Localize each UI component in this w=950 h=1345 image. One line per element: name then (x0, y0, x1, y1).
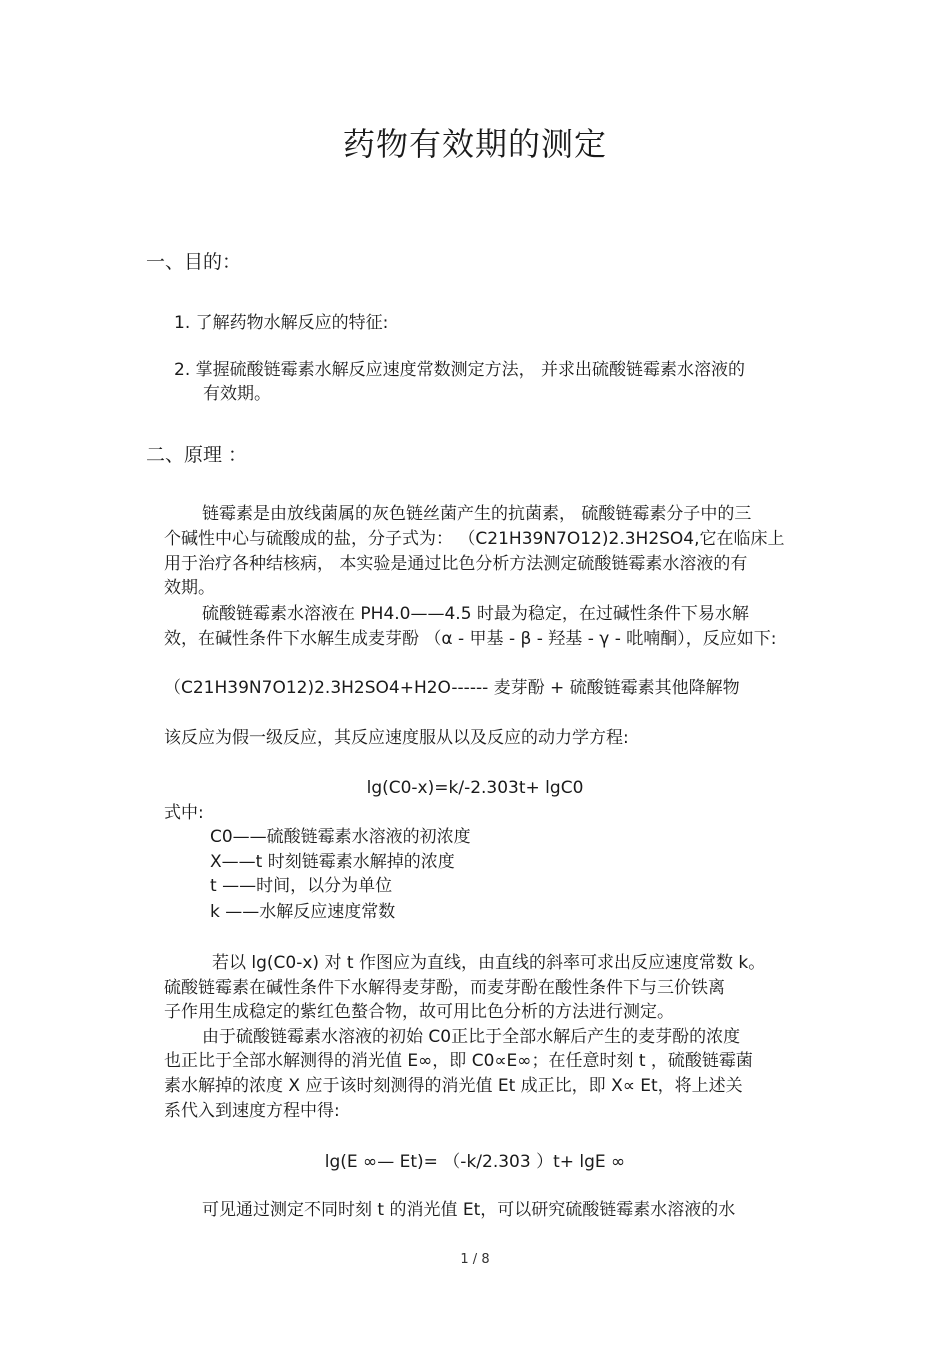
purpose-item-2-cont: 有效期。 (203, 384, 271, 404)
purpose-item-2: 2. 掌握硫酸链霉素水解反应速度常数测定方法， 并求出硫酸链霉素水溶液的 (174, 360, 746, 380)
paragraph-line: 可见通过测定不同时刻 t 的消光值 Et，可以研究硫酸链霉素水溶液的水 (202, 1200, 736, 1220)
rate-equation: lg(E ∞— Et)= （-k/2.303 ）t+ lgE ∞ (324, 1152, 626, 1172)
definition-item: t ——时间，以分为单位 (210, 876, 393, 896)
page-number: 1 / 8 (460, 1252, 490, 1267)
paragraph-line: 也正比于全部水解测得的消光值 E∞，即 C0∝E∞；在任意时刻 t ，硫酸链霉菌 (164, 1051, 753, 1071)
paragraph-line: 系代入到速度方程中得: (164, 1101, 340, 1121)
definition-item: k ——水解反应速度常数 (210, 902, 396, 922)
kinetic-equation: lg(C0-x)=k/-2.303t+ lgC0 (366, 778, 584, 798)
definition-item: X——t 时刻链霉素水解掉的浓度 (210, 852, 455, 872)
section-heading-principle: 二、原理 ： (146, 444, 248, 466)
paragraph-line: 素水解掉的浓度 X 应于该时刻测得的消光值 Et 成正比，即 X∝ Et，将上述关 (164, 1076, 743, 1096)
paragraph-line: 该反应为假一级反应，其反应速度服从以及反应的动力学方程: (164, 728, 629, 748)
definition-label: 式中: (164, 803, 204, 823)
paragraph-line: 硫酸链霉素水溶液在 PH4.0——4.5 时最为稳定，在过碱性条件下易水解 (202, 604, 749, 624)
reaction-equation: （C21H39N7O12)2.3H2SO4+H2O------ 麦芽酚 + 硫酸链霉素其他降解物 (164, 678, 740, 698)
paragraph-line: 效，在碱性条件下水解生成麦芽酚 （α - 甲基 - β - 羟基 - γ - 吡喃酮），反应如下: (164, 629, 777, 649)
paragraph-line: 链霉素是由放线菌属的灰色链丝菌产生的抗菌素， 硫酸链霉素分子中的三 (202, 504, 752, 524)
paragraph-line: 效期。 (164, 578, 215, 598)
paragraph-line: 由于硫酸链霉素水溶液的初始 C0正比于全部水解后产生的麦芽酚的浓度 (202, 1027, 741, 1047)
section-heading-purpose: 一、目的： (146, 251, 242, 273)
document-title: 药物有效期的测定 (342, 125, 607, 163)
paragraph-line: 用于治疗各种结核病， 本实验是通过比色分析方法测定硫酸链霉素水溶液的有 (164, 554, 748, 574)
paragraph-line: 若以 lg(C0-x) 对 t 作图应为直线，由直线的斜率可求出反应速度常数 k。 (212, 953, 766, 973)
paragraph-line: 子作用生成稳定的紫红色螯合物，故可用比色分析的方法进行测定。 (164, 1002, 674, 1022)
paragraph-line: 硫酸链霉素在碱性条件下水解得麦芽酚，而麦芽酚在酸性条件下与三价铁离 (164, 978, 725, 998)
paragraph-line: 个碱性中心与硫酸成的盐，分子式为： （C21H39N7O12)2.3H2SO4,它在临床上 (164, 529, 785, 549)
definition-item: C0——硫酸链霉素水溶液的初浓度 (210, 827, 471, 847)
purpose-item-1: 1. 了解药物水解反应的特征: (174, 313, 389, 333)
